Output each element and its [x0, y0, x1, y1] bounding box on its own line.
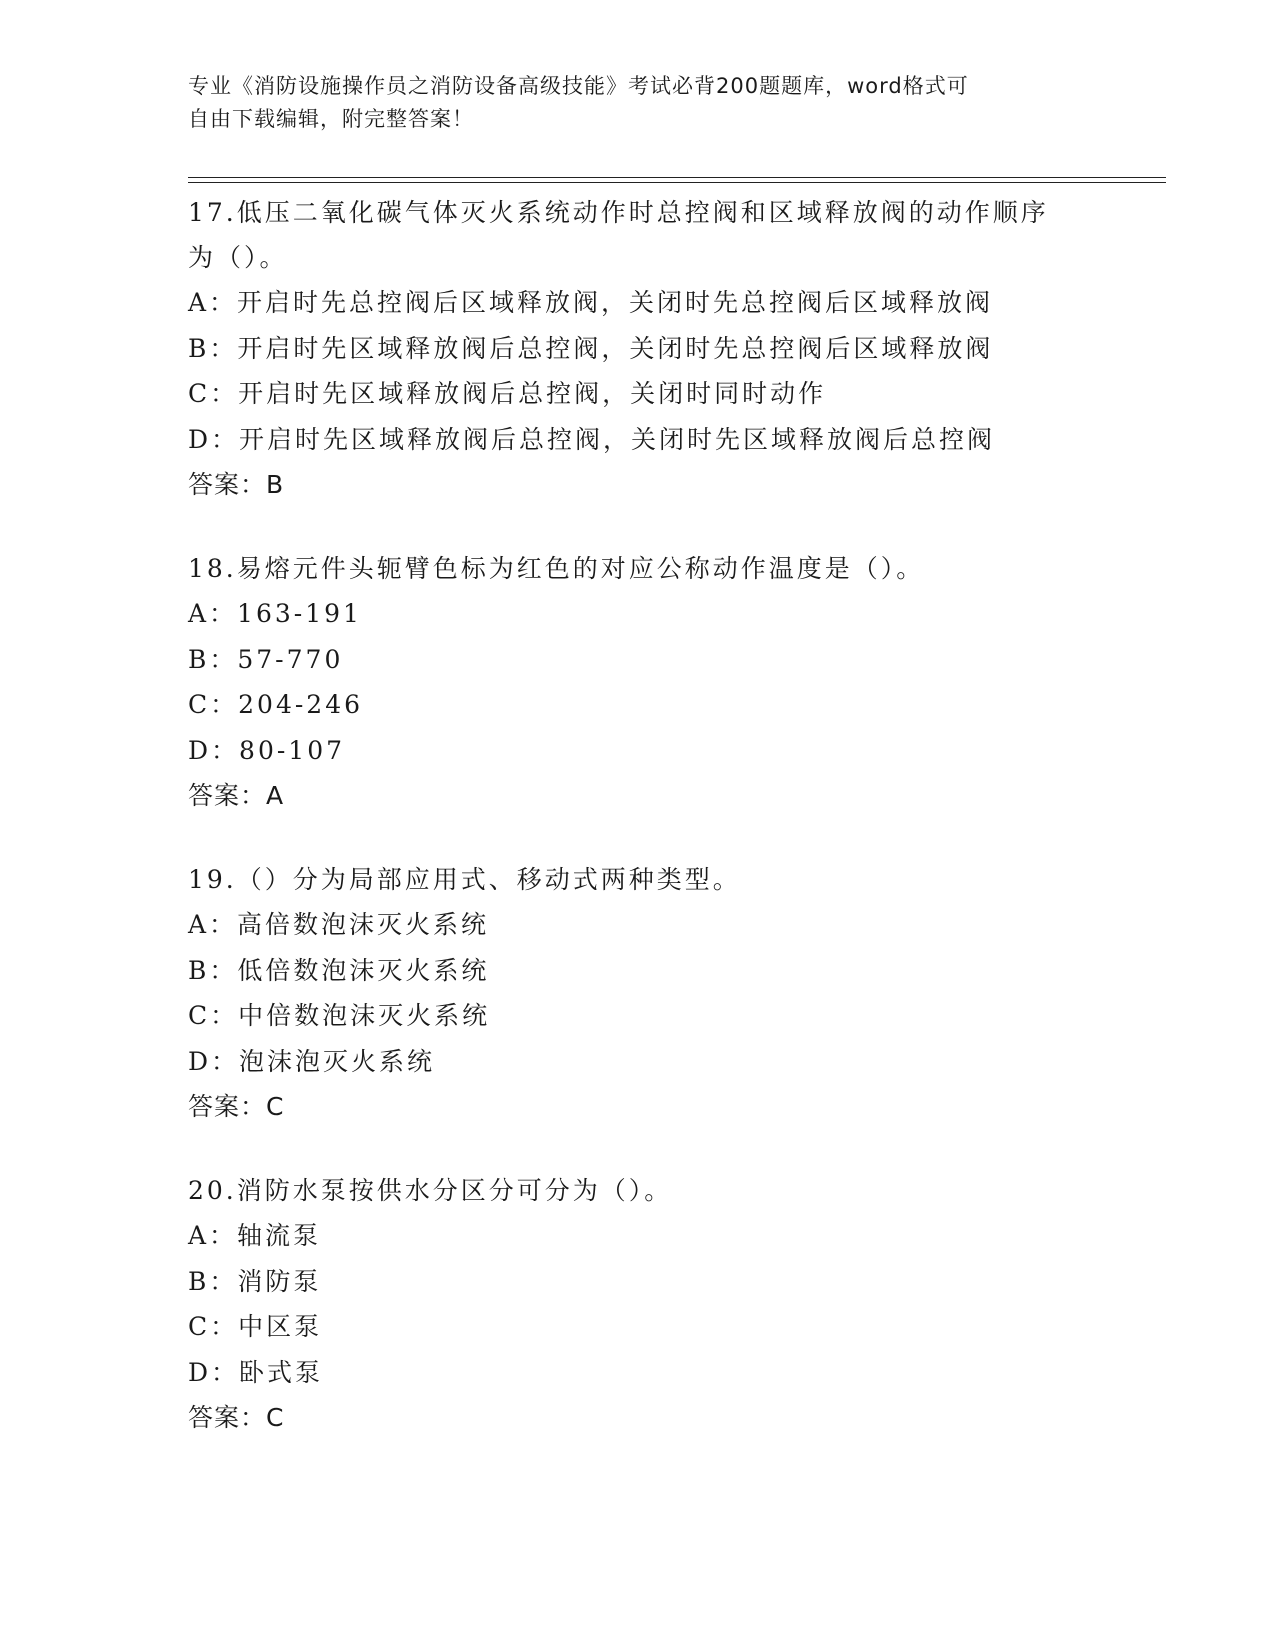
option-c: C：204-246 [188, 690, 364, 719]
option-b: B：开启时先区域释放阀后总控阀，关闭时先总控阀后区域释放阀 [188, 333, 994, 363]
answer-text: 答案：C [188, 1403, 285, 1432]
option-d: D：开启时先区域释放阀后总控阀，关闭时先区域释放阀后总控阀 [188, 424, 996, 454]
question-text-line: 19.（）分为局部应用式、移动式两种类型。 [188, 865, 741, 894]
question-text-line: 20.消防水泵按供水分区分可分为（）。 [188, 1176, 673, 1205]
option-c: C：中倍数泡沫灭火系统 [188, 1001, 491, 1030]
question-text-line: 18.易熔元件头轭臂色标为红色的对应公称动作温度是（）。 [188, 554, 925, 583]
option-c: C：开启时先区域释放阀后总控阀，关闭时同时动作 [188, 379, 827, 408]
question-17 [188, 190, 1148, 508]
header-divider-top [188, 177, 1166, 178]
header-line-1: 专业《消防设施操作员之消防设备高级技能》考试必背200题题库，word格式可 [188, 74, 969, 98]
option-d: D：80-107 [188, 735, 346, 765]
question-list [188, 190, 1148, 1479]
question-text-line: 为（）。 [188, 243, 288, 272]
option-a: A：轴流泵 [188, 1221, 322, 1250]
option-a: A：开启时先总控阀后区域释放阀，关闭时先总控阀后区域释放阀 [188, 288, 994, 317]
answer-text: 答案：A [188, 781, 285, 810]
option-d: D：泡沫泡灭火系统 [188, 1046, 436, 1076]
answer-text: 答案：B [188, 470, 285, 499]
answer-text: 答案：C [188, 1092, 285, 1121]
option-d: D：卧式泵 [188, 1357, 324, 1387]
question-text-line: 17.低压二氧化碳气体灭火系统动作时总控阀和区域释放阀的动作顺序 [188, 198, 1049, 227]
question-20 [188, 1168, 1148, 1441]
option-a: A：163-191 [188, 599, 362, 628]
header-line-2: 自由下载编辑，附完整答案！ [188, 107, 474, 131]
option-c: C：中区泵 [188, 1312, 323, 1341]
option-b: B：57-770 [188, 644, 344, 674]
header-divider-bottom [188, 182, 1166, 183]
question-19 [188, 857, 1148, 1130]
option-b: B：消防泵 [188, 1266, 322, 1296]
question-18 [188, 546, 1148, 819]
option-b: B：低倍数泡沫灭火系统 [188, 955, 490, 985]
document-header [188, 70, 1088, 136]
option-a: A：高倍数泡沫灭火系统 [188, 910, 490, 939]
